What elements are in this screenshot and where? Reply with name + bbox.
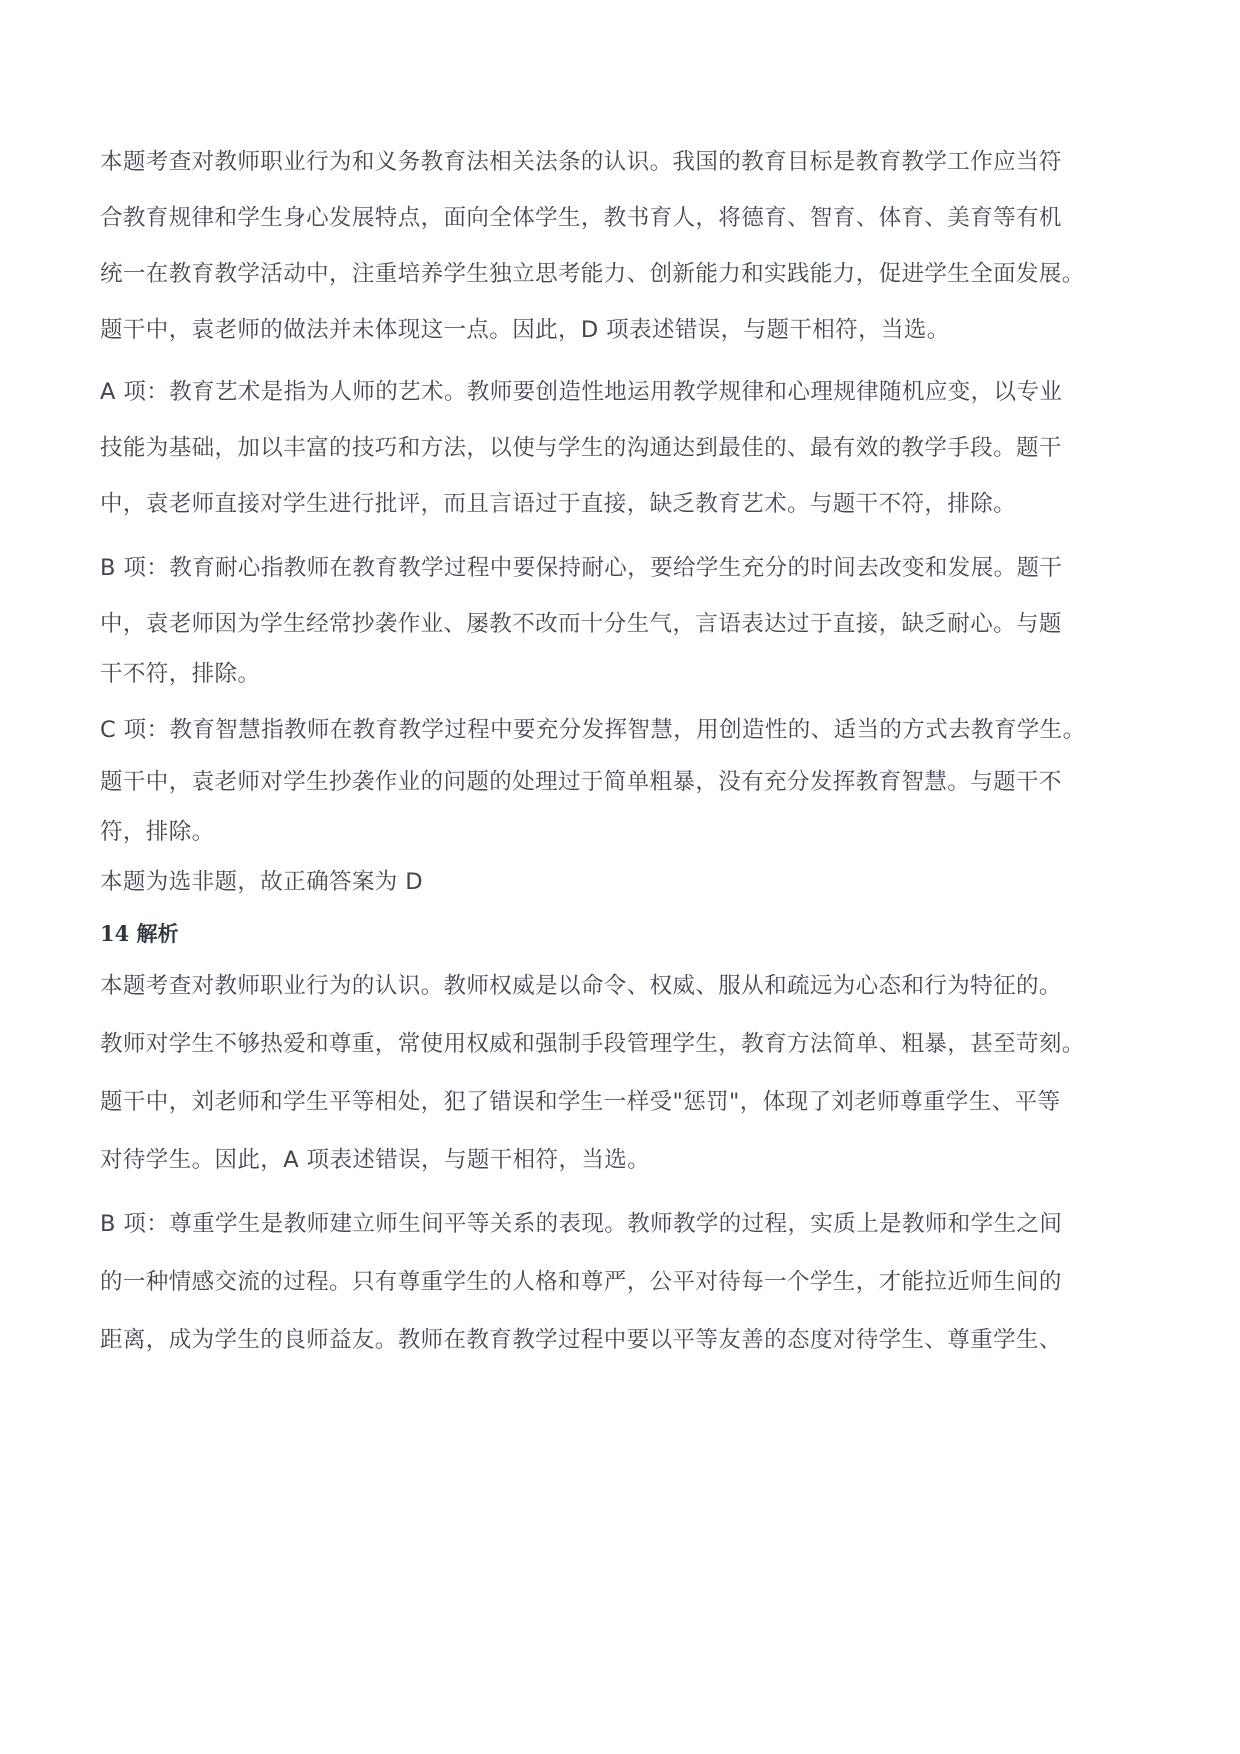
- paragraph-line: 题干中，袁老师的做法并未体现这一点。因此，D 项表述错误，与题干相符，当选。: [100, 317, 950, 343]
- paragraph-line: 合教育规律和学生身心发展特点，面向全体学生，教书育人，将德育、智育、体育、美育等有机: [100, 205, 1062, 231]
- section-heading: 14 解析: [100, 921, 179, 946]
- option-b-line: 中，袁老师因为学生经常抄袭作业、屡教不改而十分生气，言语表达过于直接，缺乏耐心。与题: [100, 611, 1062, 637]
- option-b-line: 的一种情感交流的过程。只有尊重学生的人格和尊严，公平对待每一个学生，才能拉近师生间的: [100, 1269, 1062, 1295]
- option-c-line: C 项：教育智慧指教师在教育教学过程中要充分发挥智慧，用创造性的、适当的方式去教育学生。: [100, 717, 1086, 743]
- paragraph-line: 对待学生。因此，A 项表述错误，与题干相符，当选。: [100, 1147, 651, 1173]
- paragraph-line: 教师对学生不够热爱和尊重，常使用权威和强制手段管理学生，教育方法简单、粗暴，甚至苛刻。: [100, 1031, 1085, 1057]
- answer-conclusion: 本题为选非题，故正确答案为 D: [100, 869, 423, 895]
- option-a-line: 技能为基础，加以丰富的技巧和方法，以使与学生的沟通达到最佳的、最有效的教学手段。题干: [100, 435, 1062, 461]
- option-a-line: 中，袁老师直接对学生进行批评，而且言语过于直接，缺乏教育艺术。与题干不符，排除。: [100, 491, 1017, 517]
- paragraph-line: 本题考查对教师职业行为和义务教育法相关法条的认识。我国的教育目标是教育教学工作应当符: [100, 149, 1062, 175]
- paragraph-line: 统一在教育教学活动中，注重培养学生独立思考能力、创新能力和实践能力，促进学生全面发展。: [100, 261, 1085, 287]
- option-b-line: 干不符，排除。: [100, 661, 261, 687]
- option-b-line: B 项：教育耐心指教师在教育教学过程中要保持耐心，要给学生充分的时间去改变和发展。题干: [100, 555, 1063, 581]
- paragraph-line: 本题考查对教师职业行为的认识。教师权威是以命令、权威、服从和疏远为心态和行为特征的。: [100, 973, 1062, 999]
- paragraph-line: 题干中，刘老师和学生平等相处，犯了错误和学生一样受"惩罚"，体现了刘老师尊重学生、平等: [100, 1089, 1061, 1115]
- option-c-line: 题干中，袁老师对学生抄袭作业的问题的处理过于简单粗暴，没有充分发挥教育智慧。与题干不: [100, 769, 1062, 795]
- option-a-line: A 项：教育艺术是指为人师的艺术。教师要创造性地运用教学规律和心理规律随机应变，以专业: [100, 379, 1063, 405]
- option-b-line: B 项：尊重学生是教师建立师生间平等关系的表现。教师教学的过程，实质上是教师和学生之间: [100, 1211, 1063, 1237]
- option-b-line: 距离，成为学生的良师益友。教师在教育教学过程中要以平等友善的态度对待学生、尊重学生、: [100, 1327, 1062, 1353]
- option-c-line: 符，排除。: [100, 819, 215, 845]
